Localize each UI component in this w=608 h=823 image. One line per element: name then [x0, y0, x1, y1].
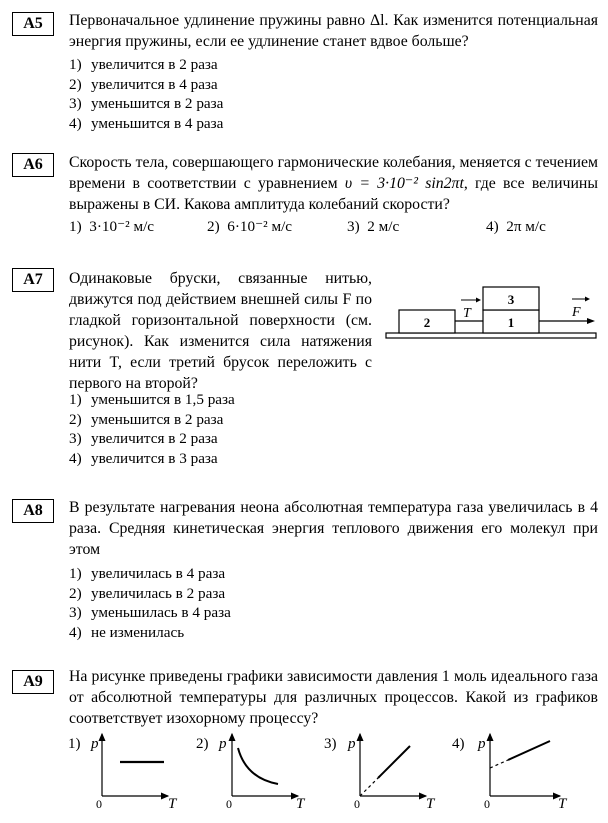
force-label: F: [572, 305, 581, 320]
answer-option[interactable]: 2) уменьшится в 2 раза: [69, 410, 224, 428]
question-text: На рисунке приведены графики зависимости давления 1 моль идеального газа от абсолютной температуры для различных процессов. Какой из графиков соответствует изохорному процессу?: [69, 668, 598, 727]
graph-origin: 0: [226, 797, 232, 811]
answer-option[interactable]: 2) 6·10⁻² м/с: [207, 218, 293, 235]
graph-origin: 0: [96, 797, 102, 811]
graph-xlabel: T: [296, 796, 305, 812]
answer-option[interactable]: 2) увеличится в 4 раза: [69, 75, 218, 93]
question-number: A8: [12, 499, 54, 523]
answer-options: [69, 217, 598, 237]
answer-options: [69, 55, 223, 133]
question-text: Первоначальное удлинение пружины равно Δl. Как изменится потенциальная энергия пружины, если ее удлинение станет вдвое больше?: [69, 12, 598, 50]
graph-3[interactable]: [324, 734, 436, 812]
graph-number: 1): [68, 736, 81, 752]
question-number: A6: [12, 153, 54, 177]
graph-ylabel: p: [91, 736, 99, 752]
graph-2[interactable]: [196, 734, 306, 812]
graph-4[interactable]: [452, 734, 568, 812]
graph-ylabel: p: [219, 736, 227, 752]
answer-option[interactable]: 3) увеличится в 2 раза: [69, 430, 218, 447]
answer-option[interactable]: 4) 2π м/с: [486, 218, 546, 235]
answer-options: [69, 390, 235, 468]
question-number: A5: [12, 12, 54, 36]
graph-ylabel: p: [478, 736, 486, 752]
answer-option[interactable]: 1) увеличилась в 4 раза: [69, 565, 226, 582]
answer-option[interactable]: 4) уменьшится в 4 раза: [69, 114, 224, 132]
answer-option[interactable]: 1) 3·10⁻² м/с: [69, 218, 155, 235]
surface: [386, 333, 596, 338]
question-text: В результате нагревания неона абсолютная температура газа увеличилась в 4 раза. Средняя кинетическая энергия теплового движения его молекул при этом: [69, 499, 598, 558]
answer-option[interactable]: 3) уменьшится в 2 раза: [69, 95, 224, 112]
question-number: A9: [12, 670, 54, 694]
answer-option[interactable]: 2) увеличилась в 2 раза: [69, 584, 226, 602]
tension-label: T: [463, 306, 471, 321]
answer-option[interactable]: 3) 2 м/с: [347, 218, 400, 235]
graph-ylabel: p: [348, 736, 356, 752]
graph-curve: [238, 748, 278, 784]
graph-origin: 0: [354, 797, 360, 811]
graph-number: 3): [324, 736, 337, 752]
graph-xlabel: T: [168, 796, 177, 812]
answer-option[interactable]: 4) не изменилась: [69, 623, 185, 641]
question-text: Скорость тела, совершающего гармонические колебания, меняется с течением времени в соответствии с уравнением υ = 3·10⁻² sin2πt, где все величины выражены в СИ. Какова амплитуда колебаний скорости?: [69, 154, 599, 213]
block-3-label: 3: [507, 292, 515, 307]
graphs-figure: [60, 728, 580, 820]
answer-option[interactable]: 1) увеличится в 2 раза: [69, 56, 218, 73]
block-1-label: 1: [507, 315, 515, 330]
graph-origin: 0: [484, 797, 490, 811]
block-2-label: 2: [423, 315, 431, 330]
question-number: A7: [12, 268, 54, 292]
graph-curve: [508, 741, 550, 760]
graph-xlabel: T: [558, 796, 567, 812]
answer-options: [69, 564, 231, 642]
graph-number: 4): [452, 736, 465, 752]
blocks-figure: [384, 282, 598, 344]
answer-option[interactable]: 3) уменьшилась в 4 раза: [69, 604, 231, 621]
equation: υ = 3·10⁻² sin2πt: [344, 175, 464, 192]
graph-xlabel: T: [426, 796, 435, 812]
question-text: Одинаковые бруски, связанные нитью, движутся под действием внешней силы F по гладкой горизонтальной поверхности (см. рисунок). Как изменится сила натяжения нити T, если третий брусок переложить с первого на второй?: [69, 270, 372, 392]
answer-option[interactable]: 4) увеличится в 3 раза: [69, 449, 218, 467]
graph-1[interactable]: [68, 734, 178, 812]
answer-option[interactable]: 1) уменьшится в 1,5 раза: [69, 391, 235, 408]
graph-curve: [378, 746, 410, 778]
graph-number: 2): [196, 736, 209, 752]
